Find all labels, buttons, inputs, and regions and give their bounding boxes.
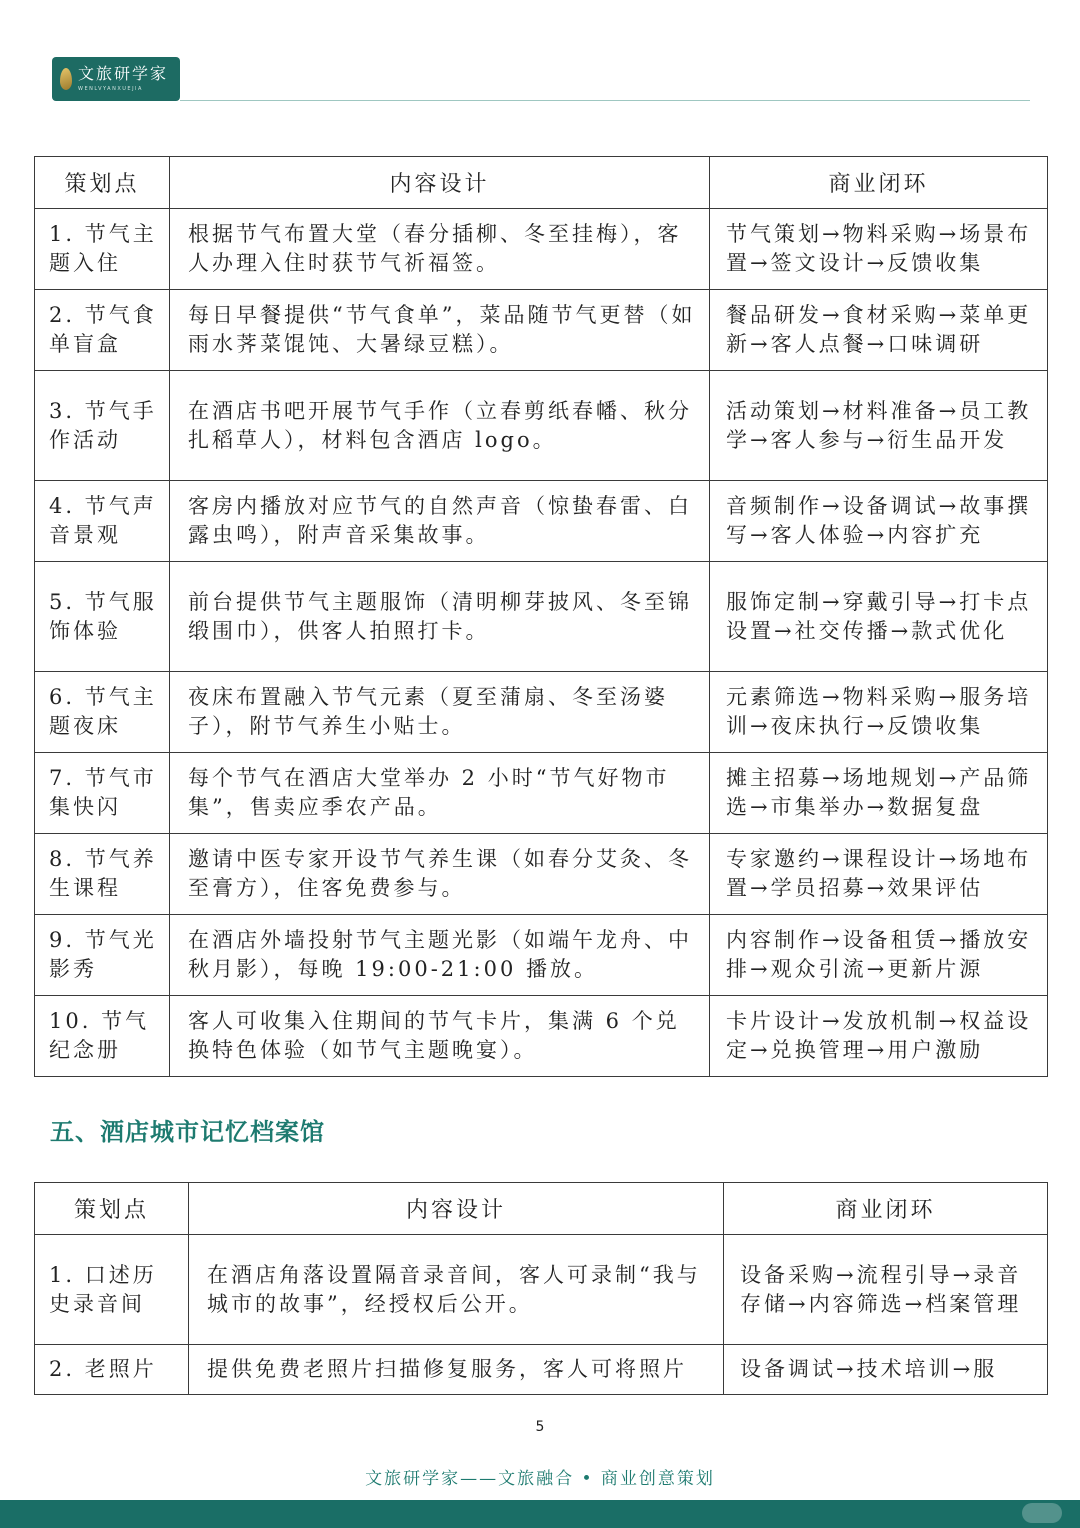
table-row	[35, 1345, 1048, 1395]
planning-point-cell: 4. 节气声音景观	[35, 481, 170, 562]
table-row	[35, 753, 1048, 834]
content-design-cell: 每日早餐提供“节气食单”，菜品随节气更替（如雨水荠菜馄饨、大暑绿豆糕）。	[170, 290, 710, 371]
column-header-content: 内容设计	[189, 1183, 724, 1235]
column-header-content: 内容设计	[170, 157, 710, 209]
table-row	[35, 209, 1048, 290]
solar-terms-plan-table	[34, 156, 1048, 1077]
column-header-loop: 商业闭环	[724, 1183, 1048, 1235]
content-design-cell: 夜床布置融入节气元素（夏至蒲扇、冬至汤婆子），附节气养生小贴士。	[170, 672, 710, 753]
business-loop-cell: 活动策划→材料准备→员工教学→客人参与→衍生品开发	[710, 371, 1048, 481]
logo-pinyin-name: WENLVYANXUEJIA	[78, 86, 143, 92]
planning-point-cell: 1. 口述历史录音间	[35, 1235, 189, 1345]
table-row	[35, 915, 1048, 996]
column-header-point: 策划点	[35, 1183, 189, 1235]
content-design-cell: 邀请中医专家开设节气养生课（如春分艾灸、冬至膏方），住客免费参与。	[170, 834, 710, 915]
page-number: 5	[535, 1419, 545, 1435]
content-design-cell: 在酒店角落设置隔音录音间，客人可录制“我与城市的故事”，经授权后公开。	[189, 1235, 724, 1345]
header-divider	[180, 100, 1030, 101]
business-loop-cell: 餐品研发→食材采购→菜单更新→客人点餐→口味调研	[710, 290, 1048, 371]
footer-tagline: 文旅研学家——文旅融合 • 商业创意策划	[365, 1469, 715, 1489]
brand-logo	[52, 57, 180, 101]
planning-point-cell: 1. 节气主题入住	[35, 209, 170, 290]
table-row	[35, 481, 1048, 562]
business-loop-cell: 摊主招募→场地规划→产品筛选→市集举办→数据复盘	[710, 753, 1048, 834]
planning-point-cell: 7. 节气市集快闪	[35, 753, 170, 834]
business-loop-cell: 内容制作→设备租赁→播放安排→观众引流→更新片源	[710, 915, 1048, 996]
table-header-row	[35, 1183, 1048, 1235]
content-design-cell: 在酒店书吧开展节气手作（立春剪纸春幡、秋分扎稻草人），材料包含酒店 logo。	[170, 371, 710, 481]
table-row	[35, 562, 1048, 672]
content-design-cell: 提供免费老照片扫描修复服务，客人可将照片	[189, 1345, 724, 1395]
watermark-badge-icon	[1022, 1503, 1062, 1523]
business-loop-cell: 节气策划→物料采购→场景布置→签文设计→反馈收集	[710, 209, 1048, 290]
content-design-cell: 根据节气布置大堂（春分插柳、冬至挂梅），客人办理入住时获节气祈福签。	[170, 209, 710, 290]
planning-point-cell: 8. 节气养生课程	[35, 834, 170, 915]
business-loop-cell: 设备采购→流程引导→录音存储→内容筛选→档案管理	[724, 1235, 1048, 1345]
section-heading: 五、酒店城市记忆档案馆	[50, 1118, 325, 1146]
business-loop-cell: 卡片设计→发放机制→权益设定→兑换管理→用户激励	[710, 996, 1048, 1077]
content-design-cell: 每个节气在酒店大堂举办 2 小时“节气好物市集”，售卖应季农产品。	[170, 753, 710, 834]
planning-point-cell: 9. 节气光影秀	[35, 915, 170, 996]
business-loop-cell: 服饰定制→穿戴引导→打卡点设置→社交传播→款式优化	[710, 562, 1048, 672]
business-loop-cell: 专家邀约→课程设计→场地布置→学员招募→效果评估	[710, 834, 1048, 915]
content-design-cell: 前台提供节气主题服饰（清明柳芽披风、冬至锦缎围巾），供客人拍照打卡。	[170, 562, 710, 672]
column-header-loop: 商业闭环	[710, 157, 1048, 209]
content-design-cell: 在酒店外墙投射节气主题光影（如端午龙舟、中秋月影），每晚 19:00-21:00 播放。	[170, 915, 710, 996]
footer-bar	[0, 1500, 1080, 1528]
business-loop-cell: 元素筛选→物料采购→服务培训→夜床执行→反馈收集	[710, 672, 1048, 753]
business-loop-cell: 设备调试→技术培训→服	[724, 1345, 1048, 1395]
content-design-cell: 客人可收集入住期间的节气卡片，集满 6 个兑换特色体验（如节气主题晚宴）。	[170, 996, 710, 1077]
table-row	[35, 371, 1048, 481]
table-row	[35, 672, 1048, 753]
planning-point-cell: 10. 节气纪念册	[35, 996, 170, 1077]
logo-chinese-name: 文旅研学家	[78, 64, 169, 83]
table-row	[35, 996, 1048, 1077]
table-row	[35, 834, 1048, 915]
planning-point-cell: 5. 节气服饰体验	[35, 562, 170, 672]
column-header-point: 策划点	[35, 157, 170, 209]
planning-point-cell: 2. 老照片	[35, 1345, 189, 1395]
leaf-icon	[60, 68, 72, 90]
business-loop-cell: 音频制作→设备调试→故事撰写→客人体验→内容扩充	[710, 481, 1048, 562]
table-row	[35, 290, 1048, 371]
content-design-cell: 客房内播放对应节气的自然声音（惊蛰春雷、白露虫鸣），附声音采集故事。	[170, 481, 710, 562]
planning-point-cell: 3. 节气手作活动	[35, 371, 170, 481]
planning-point-cell: 6. 节气主题夜床	[35, 672, 170, 753]
logo-text	[78, 66, 168, 92]
planning-point-cell: 2. 节气食单盲盒	[35, 290, 170, 371]
table-row	[35, 1235, 1048, 1345]
table-header-row	[35, 157, 1048, 209]
city-memory-archive-table	[34, 1182, 1048, 1395]
